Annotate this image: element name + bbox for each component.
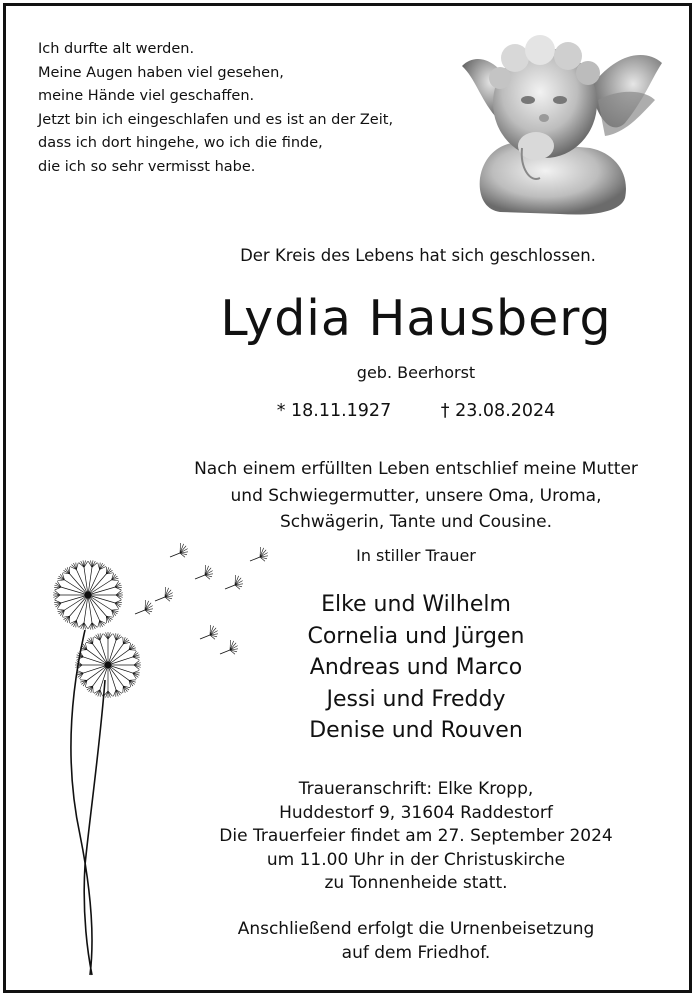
family-member: Denise und Rouven — [309, 718, 523, 743]
deceased-name: Lydia Hausberg — [220, 290, 612, 347]
death-date: † 23.08.2024 — [440, 401, 556, 421]
address-line: Huddestorf 9, 31604 Raddestorf — [279, 802, 553, 823]
maiden-name: geb. Beerhorst — [356, 363, 476, 382]
address-line: zu Tonnenheide statt. — [324, 873, 508, 893]
burial-line: auf dem Friedhof. — [341, 942, 491, 963]
poem-line: die ich so sehr vermisst habe. — [38, 158, 256, 175]
poem-line: meine Hände viel geschaffen. — [38, 88, 255, 105]
text-line: Nach einem erfüllten Leben entschlief meine Mutter — [194, 459, 638, 479]
family-member: Elke und Wilhelm — [321, 592, 511, 617]
dandelion-image — [30, 535, 290, 980]
poem-line: Jetzt bin ich eingeschlafen und es ist an der Zeit, — [38, 111, 394, 128]
family-member: Cornelia und Jürgen — [307, 623, 525, 649]
angel-image — [440, 28, 665, 218]
address-line: Traueranschrift: Elke Kropp, — [298, 779, 534, 799]
birth-date: * 18.11.1927 — [276, 401, 392, 421]
mourning-line: In stiller Trauer — [356, 546, 476, 565]
burial-line: Anschließend erfolgt die Urnenbeisetzung — [237, 919, 595, 939]
family-member: Jessi und Freddy — [326, 686, 506, 712]
family-member: Andreas und Marco — [309, 655, 523, 680]
poem — [38, 38, 393, 180]
announcement-text — [160, 456, 672, 536]
poem-line: Meine Augen haben viel gesehen, — [38, 64, 284, 81]
poem-line: dass ich dort hingehe, wo ich die finde, — [38, 135, 323, 152]
life-dates — [160, 401, 672, 421]
address-line: um 11.00 Uhr in der Christuskirche — [266, 849, 566, 870]
poem-line: Ich durfte alt werden. — [38, 41, 195, 57]
text-line: und Schwiegermutter, unsere Oma, Uroma, — [230, 485, 602, 506]
address-line: Die Trauerfeier findet am 27. September 2024 — [219, 826, 613, 846]
intro-line: Der Kreis des Lebens hat sich geschlossen. — [240, 246, 596, 265]
text-line: Schwägerin, Tante und Cousine. — [279, 512, 553, 532]
